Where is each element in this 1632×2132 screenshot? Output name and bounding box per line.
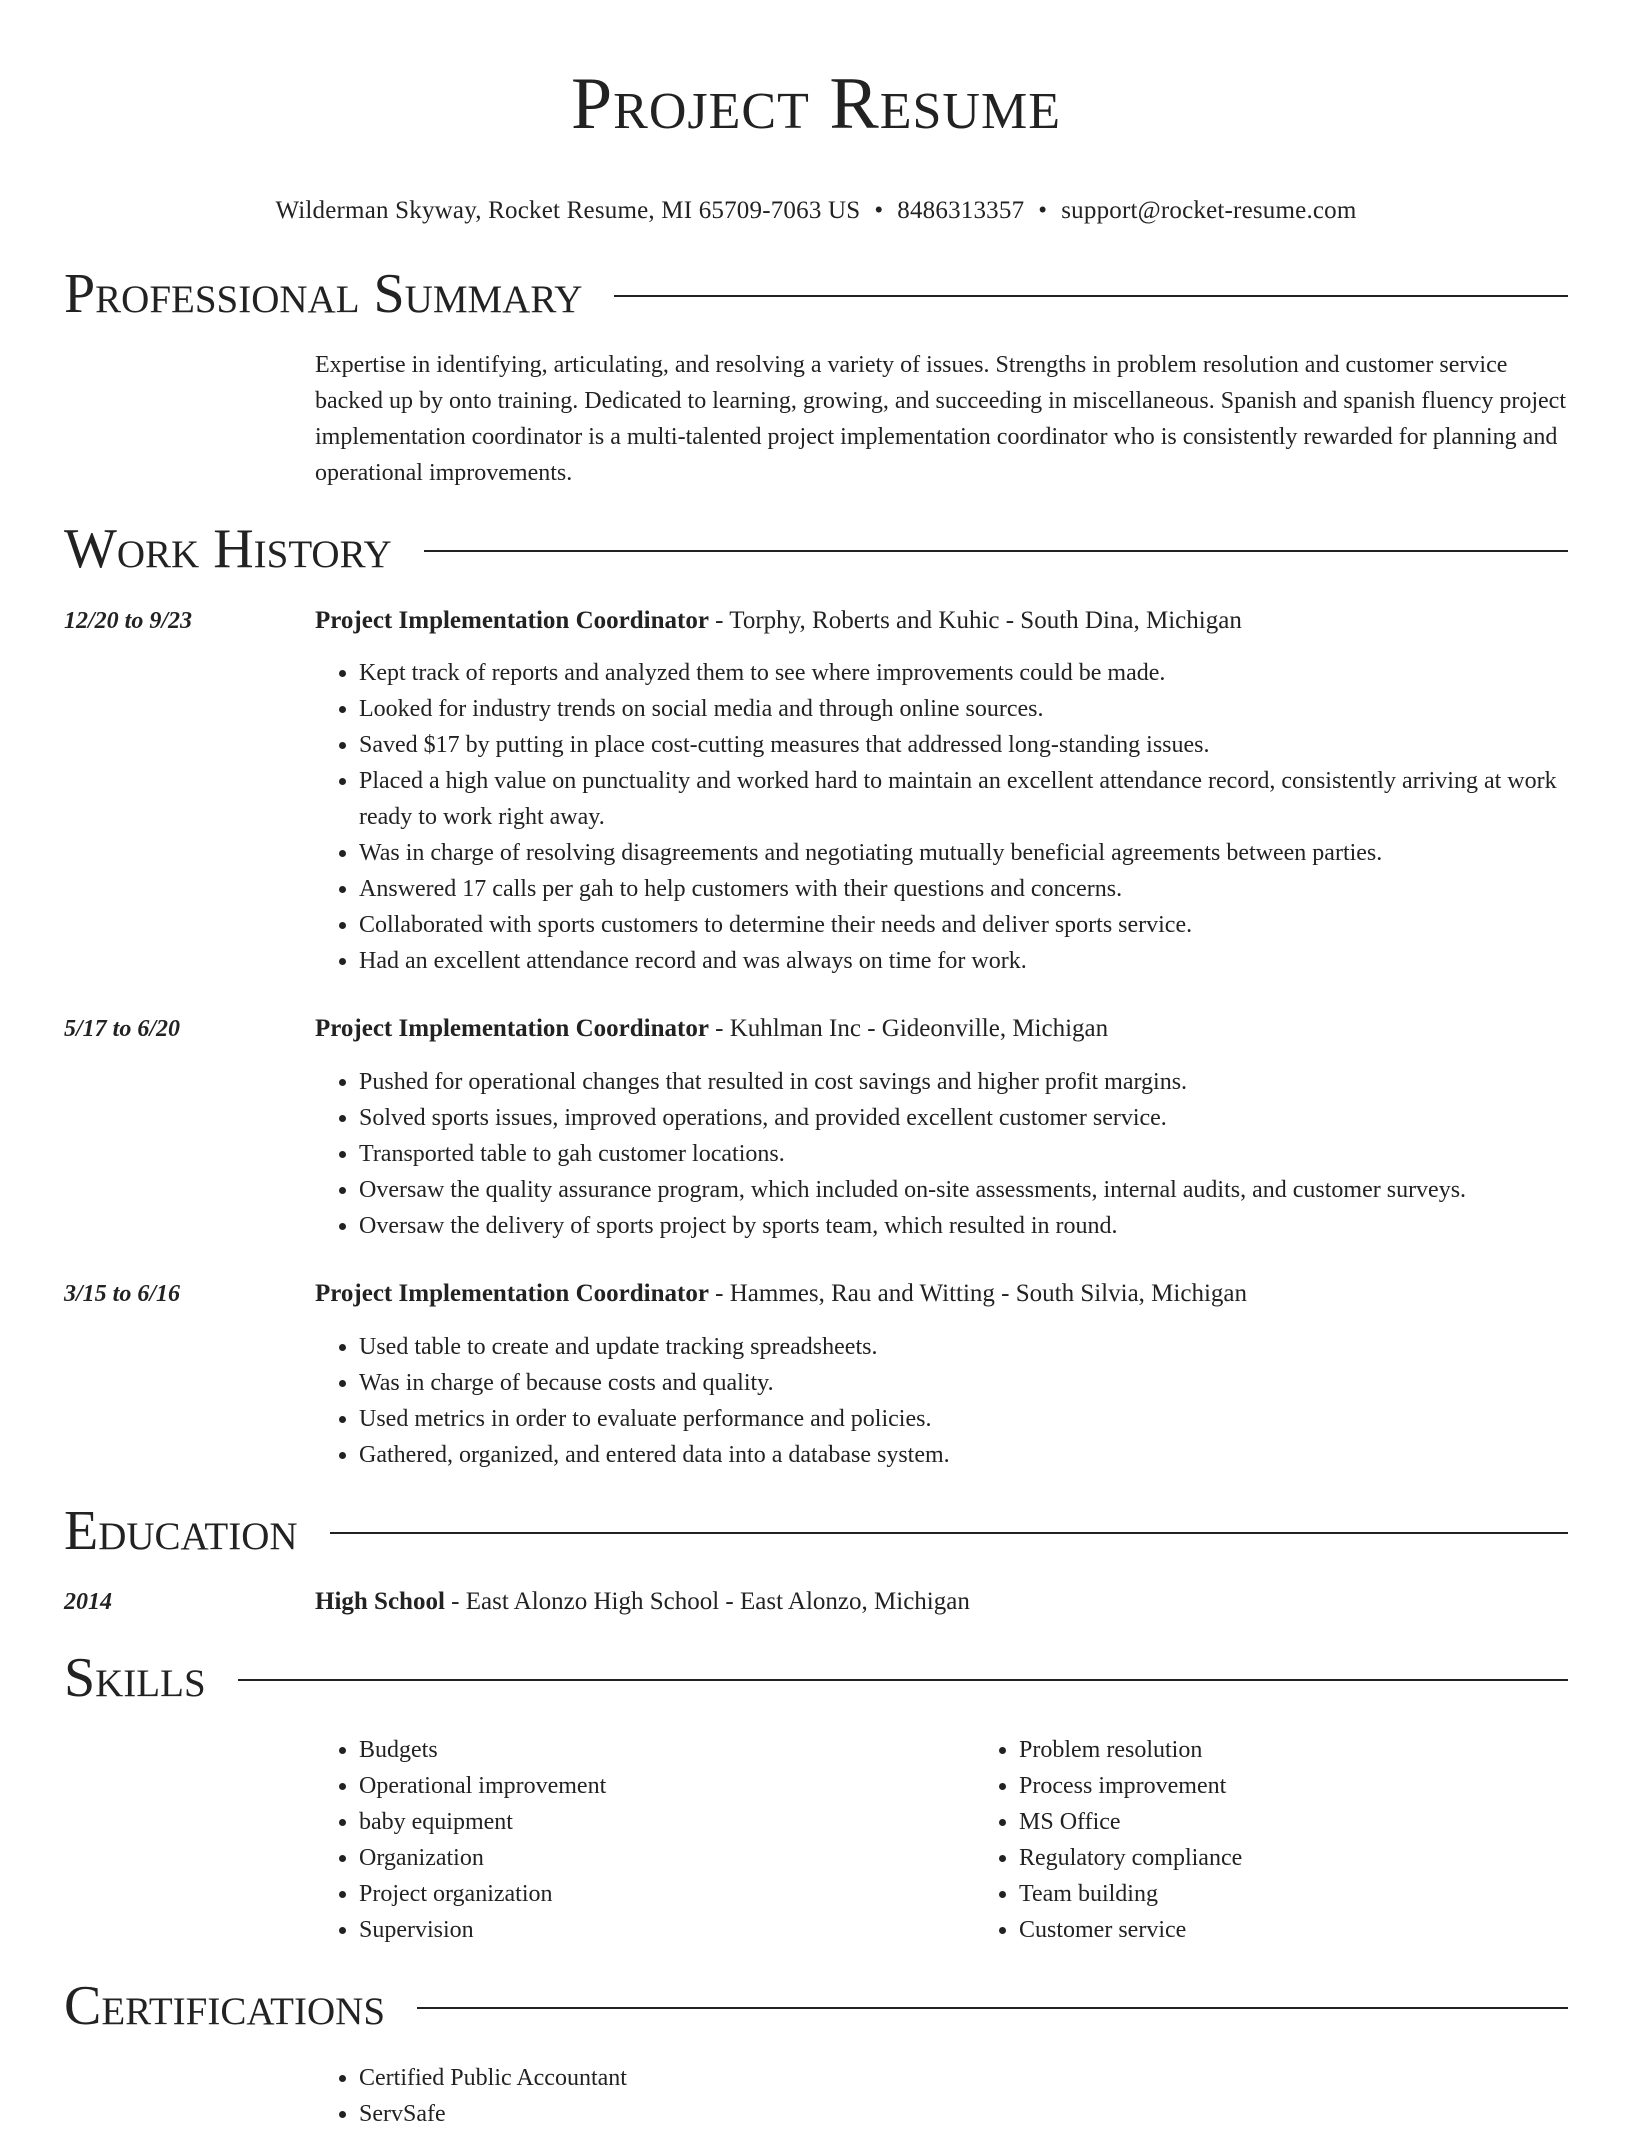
job-title: Project Implementation Coordinator <box>315 607 709 634</box>
contact-address: Wilderman Skyway, Rocket Resume, MI 65709-7063 US <box>275 197 861 224</box>
list-item: • Was in charge of because costs and quality. <box>359 1365 1568 1401</box>
list-item: • Oversaw the delivery of sports project by sports team, which resulted in round. <box>359 1208 1568 1244</box>
education-degree: High School <box>315 1588 445 1615</box>
certifications-heading: Certifications <box>64 1975 386 2037</box>
job-details: - Kuhlman Inc - Gideonville, Michigan <box>708 1015 1109 1042</box>
list-item: • Solved sports issues, improved operations, and provided excellent customer service. <box>359 1100 1568 1136</box>
list-item: • MS Office <box>1019 1804 1242 1840</box>
list-item: • Had an excellent attendance record and was always on time for work. <box>359 943 1568 979</box>
certifications-section-header <box>64 1976 1568 2036</box>
job-bullets <box>315 655 1568 979</box>
summary-text: Expertise in identifying, articulating, and resolving a variety of issues. Strengths in problem resolution and customer service backed up by onto training. Dedicated to learning, growing, and succeeding in miscellaneous. Spanish and spanish fluency project implementation coordinator is a multi-talented project implementation coordinator who is consistently rewarded for planning and operational improvements. <box>315 352 1566 486</box>
contact-separator: • <box>1038 197 1048 224</box>
list-item: • Operational improvement <box>359 1768 975 1804</box>
section-divider <box>417 2007 1568 2009</box>
list-item: • Oversaw the quality assurance program, which included on-site assessments, internal audits, and customer surveys. <box>359 1172 1568 1208</box>
job-bullets <box>315 1064 1568 1244</box>
skills-list-left <box>315 1732 975 1948</box>
list-item: • Transported table to gah customer locations. <box>359 1136 1568 1172</box>
list-item: • Budgets <box>359 1732 975 1768</box>
summary-heading: Professional Summary <box>64 263 583 325</box>
list-item: • Project organization <box>359 1876 975 1912</box>
skills-columns <box>315 1732 1568 1948</box>
resume-name: Project Resume <box>571 63 1061 145</box>
job-header <box>315 1276 1568 1312</box>
skills-list-right <box>975 1732 1242 1948</box>
list-item: • Pushed for operational changes that resulted in cost savings and higher profit margins. <box>359 1064 1568 1100</box>
job-header <box>315 1011 1568 1047</box>
job-header <box>315 603 1568 639</box>
list-item: • baby equipment <box>359 1804 975 1840</box>
job-dates: 3/15 to 6/16 <box>64 1281 181 1307</box>
education-section-header <box>64 1501 1568 1561</box>
list-item: • Certified Public Accountant <box>359 2060 1568 2096</box>
list-item: • Used table to create and update tracking spreadsheets. <box>359 1329 1568 1365</box>
contact-line <box>64 196 1568 226</box>
certifications-list <box>315 2060 1568 2132</box>
education-heading: Education <box>64 1500 298 1562</box>
job-bullets <box>315 1329 1568 1473</box>
job-entry <box>64 603 1568 979</box>
job-title: Project Implementation Coordinator <box>315 1280 709 1307</box>
list-item: • Regulatory compliance <box>1019 1840 1242 1876</box>
list-item: • Customer service <box>1019 1912 1242 1948</box>
list-item: • Collaborated with sports customers to determine their needs and deliver sports service. <box>359 907 1568 943</box>
list-item: • Supervision <box>359 1912 975 1948</box>
contact-separator: • <box>874 197 884 224</box>
section-divider <box>424 550 1568 552</box>
list-item: • Process improvement <box>1019 1768 1242 1804</box>
skills-section-header <box>64 1648 1568 1708</box>
education-entry <box>64 1584 1568 1620</box>
section-divider <box>330 1532 1568 1534</box>
list-item: • Looked for industry trends on social media and through online sources. <box>359 691 1568 727</box>
list-item: • ServSafe <box>359 2096 1568 2132</box>
job-dates: 5/17 to 6/20 <box>64 1016 181 1042</box>
list-item: • Kept track of reports and analyzed them to see where improvements could be made. <box>359 655 1568 691</box>
skills-row <box>64 1732 1568 1948</box>
job-title: Project Implementation Coordinator <box>315 1015 709 1042</box>
list-item: • Was in charge of resolving disagreements and negotiating mutually beneficial agreements between parties. <box>359 835 1568 871</box>
list-item: • Placed a high value on punctuality and worked hard to maintain an excellent attendance record, consistently arriving at work ready to work right away. <box>359 763 1568 835</box>
list-item: • Team building <box>1019 1876 1242 1912</box>
list-item: • Organization <box>359 1840 975 1876</box>
job-entry <box>64 1011 1568 1244</box>
summary-row <box>64 347 1568 491</box>
education-details: - East Alonzo High School - East Alonzo, Michigan <box>444 1588 970 1615</box>
job-dates: 12/20 to 9/23 <box>64 608 193 634</box>
resume-page <box>64 0 1568 2132</box>
job-details: - Hammes, Rau and Witting - South Silvia, Michigan <box>708 1280 1247 1307</box>
certifications-row <box>64 2060 1568 2132</box>
work-section-header <box>64 519 1568 579</box>
skills-heading: Skills <box>64 1647 206 1709</box>
job-details: - Torphy, Roberts and Kuhic - South Dina, Michigan <box>708 607 1242 634</box>
job-entry <box>64 1276 1568 1473</box>
list-item: • Saved $17 by putting in place cost-cutting measures that addressed long-standing issues. <box>359 727 1568 763</box>
list-item: • Used metrics in order to evaluate performance and policies. <box>359 1401 1568 1437</box>
summary-section-header <box>64 264 1568 324</box>
list-item: • Gathered, organized, and entered data into a database system. <box>359 1437 1568 1473</box>
section-divider <box>238 1679 1568 1681</box>
contact-phone: 8486313357 <box>897 197 1025 224</box>
education-year: 2014 <box>64 1589 112 1615</box>
list-item: • Answered 17 calls per gah to help customers with their questions and concerns. <box>359 871 1568 907</box>
contact-email: support@rocket-resume.com <box>1061 197 1357 224</box>
list-item: • Problem resolution <box>1019 1732 1242 1768</box>
work-heading: Work History <box>64 518 392 580</box>
section-divider <box>614 295 1568 297</box>
